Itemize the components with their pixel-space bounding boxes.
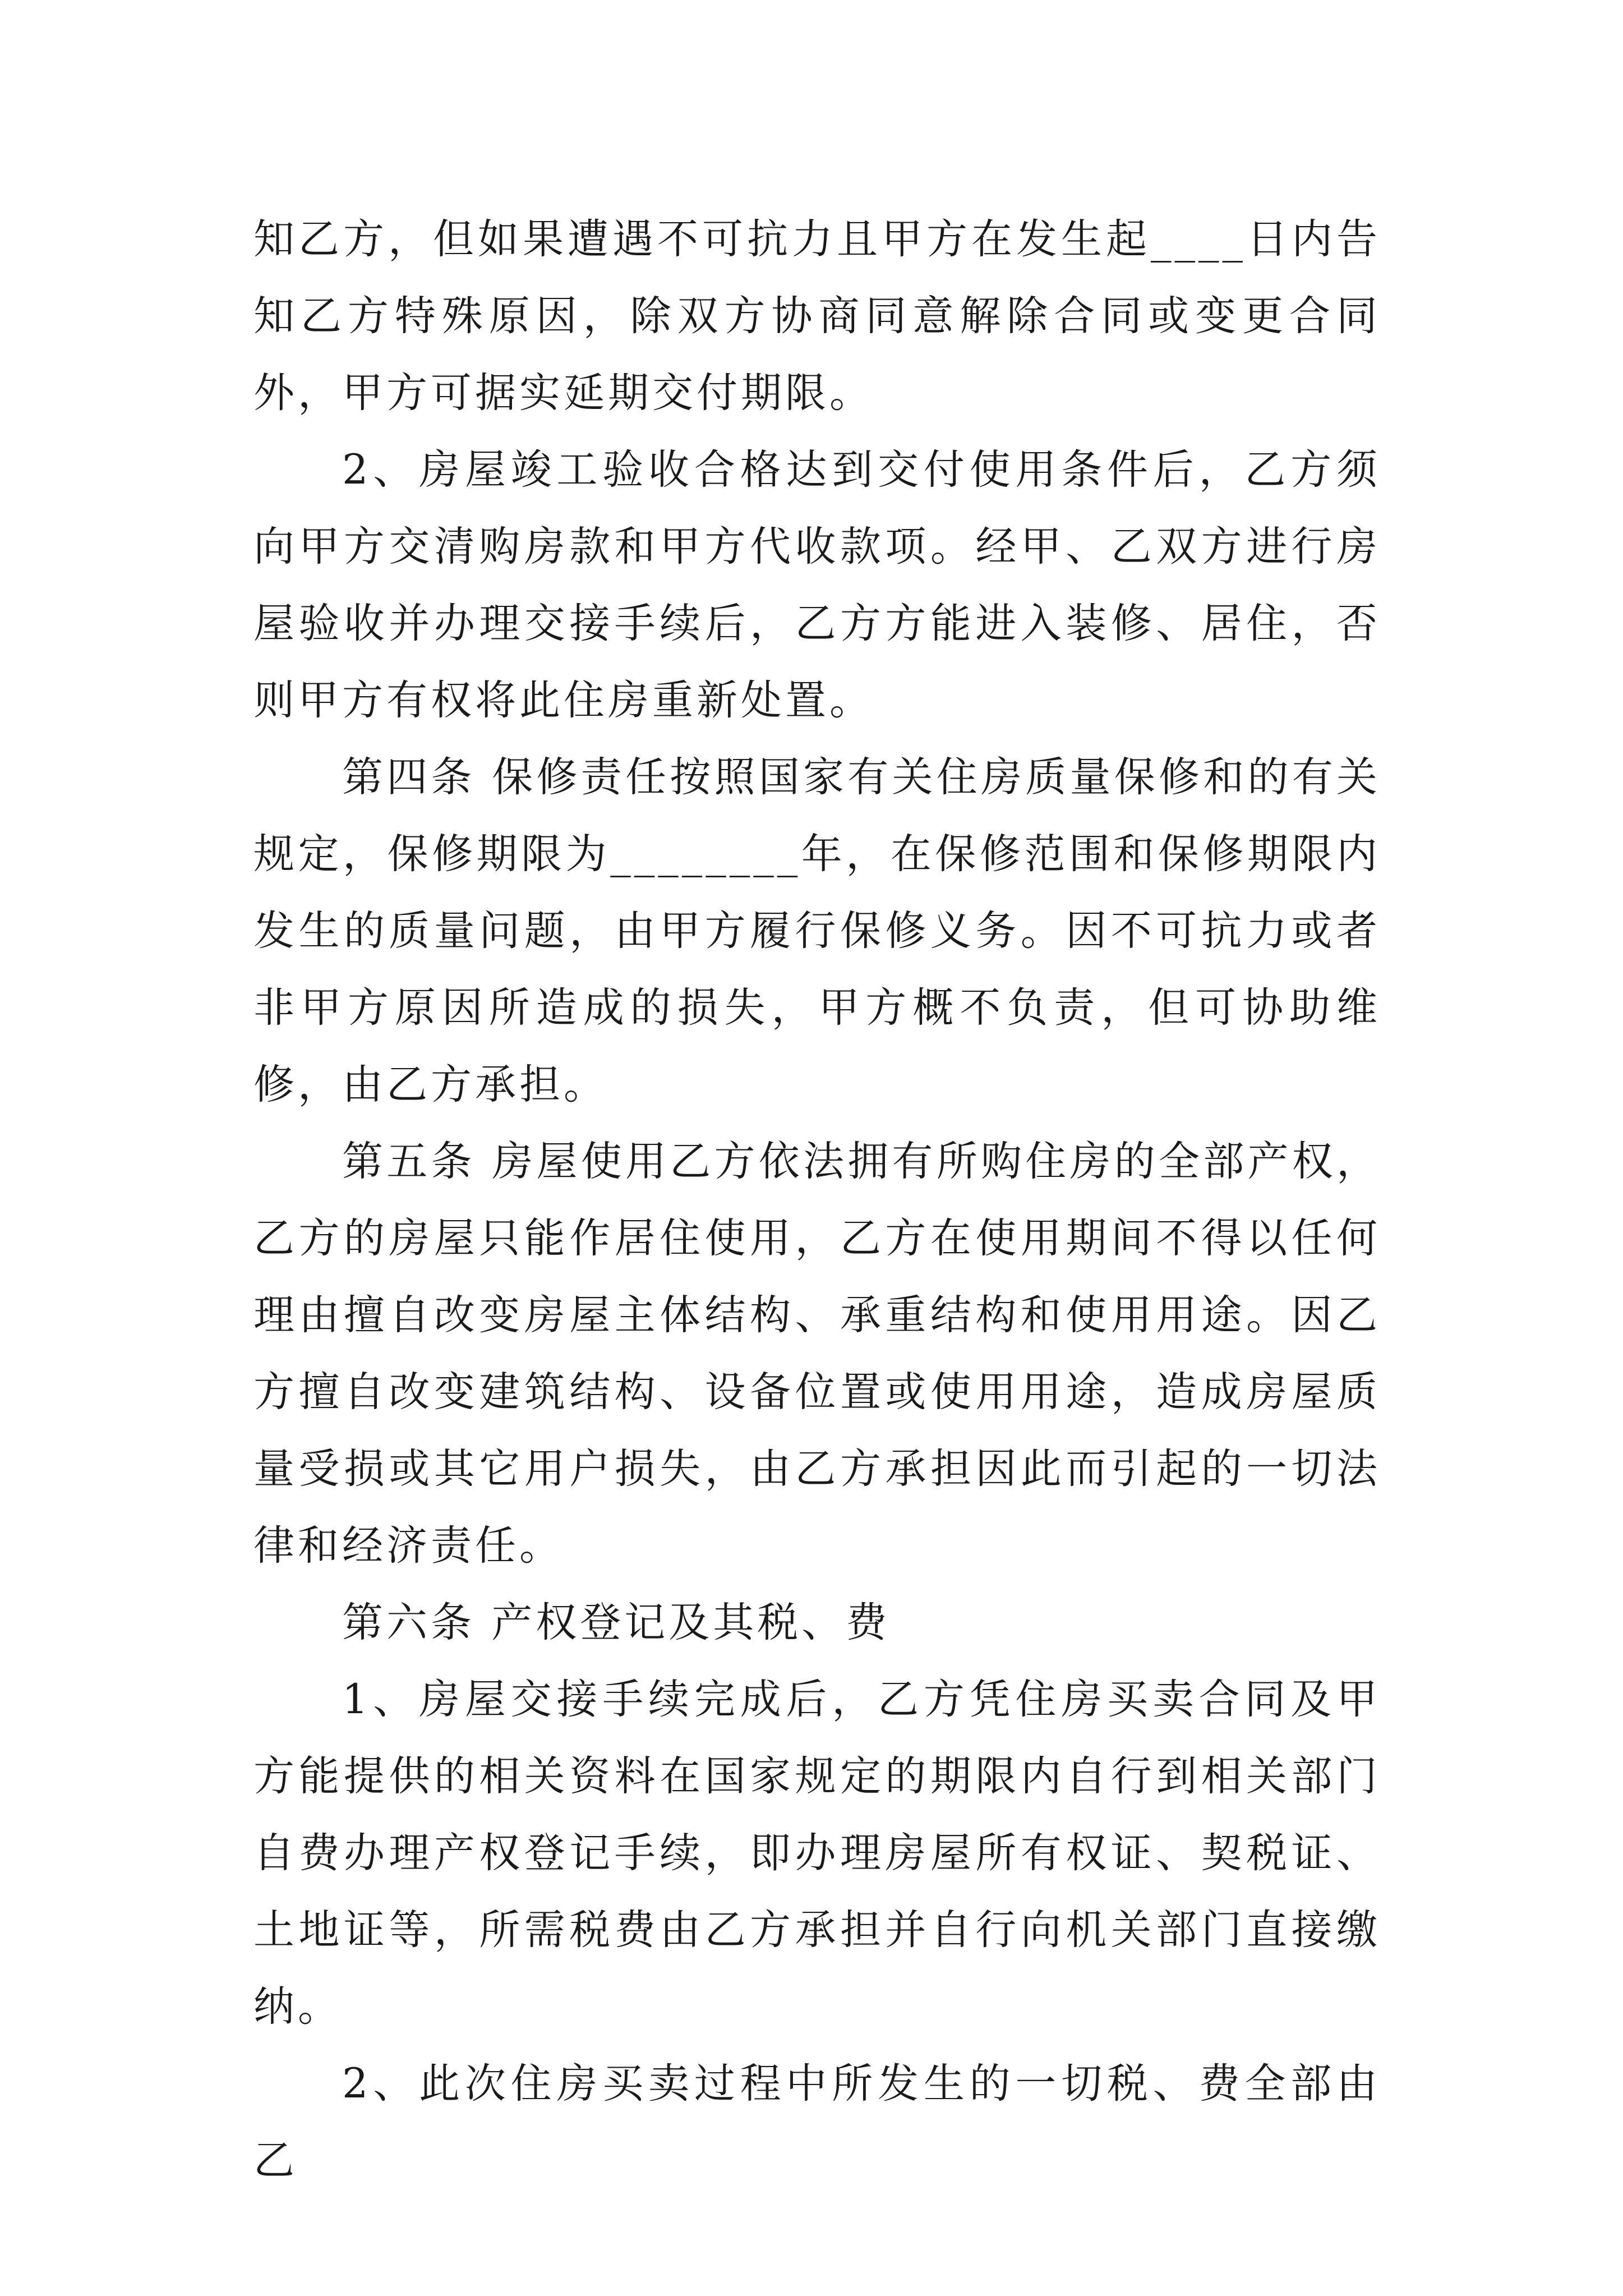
paragraph-article-6-heading: 第六条 产权登记及其税、费 xyxy=(342,1599,891,1646)
paragraph-delivery-deadline: 知乙方，但如果遭遇不可抗力且甲方在发生起____日内告知乙方特殊原因，除双方协商同意解除合同或变更合同外，甲方可据实延期交付期限。 xyxy=(253,215,1381,417)
paragraph-acceptance-payment: 2、房屋竣工验收合格达到交付使用条件后，乙方须向甲方交清购房款和甲方代收款项。经甲、乙双方进行房屋验收并办理交接手续后，乙方方能进入装修、居住，否则甲方有权将此住房重新处置。 xyxy=(253,446,1381,724)
paragraph-property-registration: 1、房屋交接手续完成后，乙方凭住房买卖合同及甲方能提供的相关资料在国家规定的期限内自行到相关部门自费办理产权登记手续，即办理房屋所有权证、契税证、土地证等，所需税费由乙方承担并自行向机关部门直接缴纳。 xyxy=(253,1676,1381,2031)
paragraph-taxes-fees: 2、此次住房买卖过程中所发生的一切税、费全部由乙 xyxy=(253,2060,1381,2184)
paragraph-article-5-usage: 第五条 房屋使用乙方依法拥有所购住房的全部产权，乙方的房屋只能作居住使用，乙方在使用期间不得以任何理由擅自改变房屋主体结构、承重结构和使用用途。因乙方擅自改变建筑结构、设备位置或使用用途，造成房屋质量受损或其它用户损失，由乙方承担因此而引起的一切法律和经济责任。 xyxy=(253,1138,1381,1570)
contract-body xyxy=(253,201,1381,2199)
paragraph-article-4-warranty: 第四条 保修责任按照国家有关住房质量保修和的有关规定，保修期限为________年，在保修范围和保修期限内发生的质量问题，由甲方履行保修义务。因不可抗力或者非甲方原因所造成的损失，甲方概不负责，但可协助维修，由乙方承担。 xyxy=(253,753,1381,1108)
